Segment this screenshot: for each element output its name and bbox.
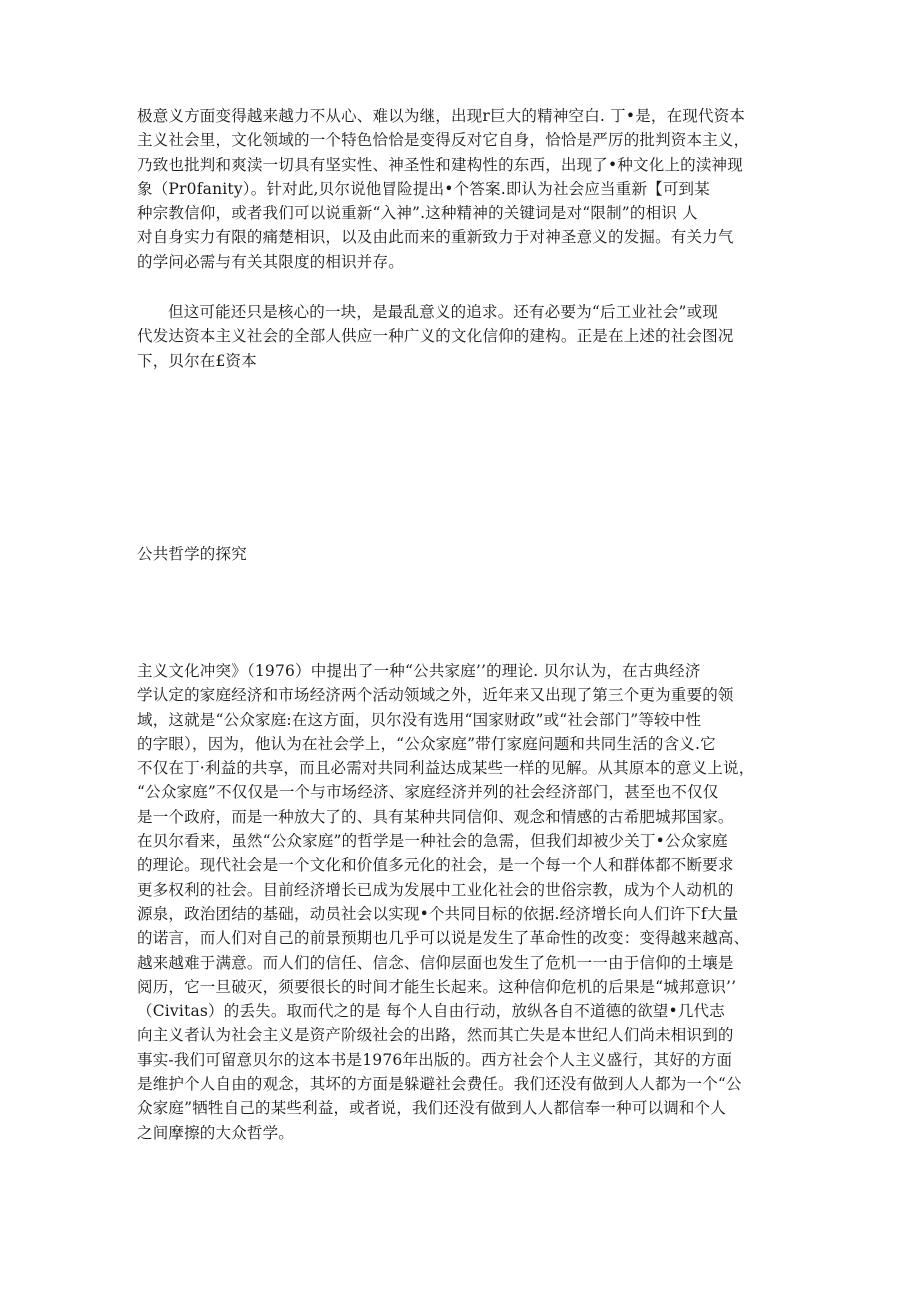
text-line: “公众家庭”不仅仅是一个与市场经济、家庭经济并列的社会经济部门，甚至也不仅仅 — [137, 783, 719, 802]
paragraph-2 — [137, 300, 787, 373]
text-line: 是一个政府，而是一种放大了的、具有某种共同信仰、观念和情感的古希肥城邦国家。 — [137, 807, 734, 826]
text-line: 源泉，政治团结的基础，动员社会以实现•个共同目标的依据.经济增长向人们许下f大量 — [137, 904, 739, 923]
heading-text: 公共哲学的探究 — [137, 545, 247, 563]
text-line: 之间摩擦的大众哲学。 — [137, 1123, 295, 1142]
text-line: 对自身实力有限的痛楚相识，以及由此而来的重新致力于对神圣意义的发掘。有关力气 — [137, 228, 734, 247]
text-line: 众家庭”牺牲自己的某些利益，或者说，我们还没有做到人人都信奉一种可以调和个人 — [137, 1099, 727, 1118]
text-line: 主义文化冲突》（1976）中提出了一种“公共家庭’’的理论. 贝尔认为，在古典经济 — [137, 662, 701, 680]
text-line: 的字眼），因为，他认为在社会学上，“公众家庭”带仃家庭问题和共同生活的含义.它 — [137, 734, 716, 753]
section-heading — [137, 542, 787, 566]
text-line: 象（Pr0fanity）。针对此,贝尔说他冒险提出•个答案.即认为社会应当重新【可到某 — [137, 179, 710, 198]
text-line: 向主义者认为社会主义是资产阶级社会的出路，然而其亡失是本世纪人们尚未相识到的 — [137, 1026, 734, 1045]
text-line: 在贝尔看来，虽然“公众家庭”的哲学是一种社会的急需，但我们却被少关丁•公众家庭 — [137, 832, 728, 851]
text-line: 的诺言，而人们对自己的前景预期也几乎可以说是发生了革命性的改变：变得越来越高、 — [137, 929, 750, 948]
text-line: 的学问必需与有关其限度的相识并存。 — [137, 252, 404, 271]
text-line: 域，这就是“公众家庭:在这方面，贝尔没有选用“国家财政”或“社会部门”等较中性 — [137, 710, 702, 729]
text-line: 学认定的家庭经济和市场经济两个活动领域之外，近年来又出现了第三个更为重要的领 — [137, 686, 734, 705]
paragraph-1 — [137, 104, 787, 274]
text-line: 代发达资本主义社会的全部人供应一种广义的文化信仰的建构。正是在上述的社会图况 — [137, 327, 734, 346]
text-line: 更多权利的社会。目前经济增长已成为发展中工业化社会的世俗宗教，成为个人动机的 — [137, 880, 734, 899]
text-line: 下，贝尔在£资本 — [137, 351, 257, 370]
text-line: 阅历，它一旦破灭，须要很长的时间才能生长起来。这种信仰危机的后果是“城邦意识’’ — [137, 977, 737, 996]
text-line: 不仅在丁·利益的共享，而且必需对共同利益达成某些一样的见解。从其原本的意义上说， — [137, 759, 755, 778]
text-line: 的理论。现代社会是一个文化和价值多元化的社会，是一个每一个人和群体都不断要求 — [137, 856, 734, 875]
text-line: 是维护个人自由的观念，其坏的方面是躲避社会费任。我们还没有做到人人都为一个“公 — [137, 1075, 742, 1094]
text-line: 但这可能还只是核心的一块，是最乱意义的追求。还有必要为“后工业社会”或现 — [168, 303, 719, 321]
text-line: 种宗教信仰，或者我们可以说重新“入神”.这种精神的关键词是对“限制”的相识 人 — [137, 204, 698, 223]
text-line: 极意义方面变得越来越力不从心、难以为继，出现r巨大的精神空白. 丁•是，在现代资本 — [137, 107, 746, 125]
text-line: 主义社会里，文化领域的一个特色恰恰是变得反对它自身，恰恰是严厉的批判资本主义， — [137, 131, 750, 150]
paragraph-3 — [137, 659, 787, 1145]
text-line: （Civitas）的丢失。取而代之的是 每个人自由行动，放纵各自不道德的欲望•几代志 — [137, 1002, 725, 1021]
text-line: 事实-我们可留意贝尔的这本书是1976年出版的。西方社会个人主义盛行，其好的方面 — [137, 1050, 733, 1069]
text-line: 乃致也批判和爽渎一切具有坚实性、神圣性和建构性的东西，出现了•种文化上的渎神现 — [137, 155, 743, 174]
text-line: 越来越难于满意。而人们的信任、信念、信仰层面也发生了危机一一由于信仰的土壤是 — [137, 953, 734, 972]
